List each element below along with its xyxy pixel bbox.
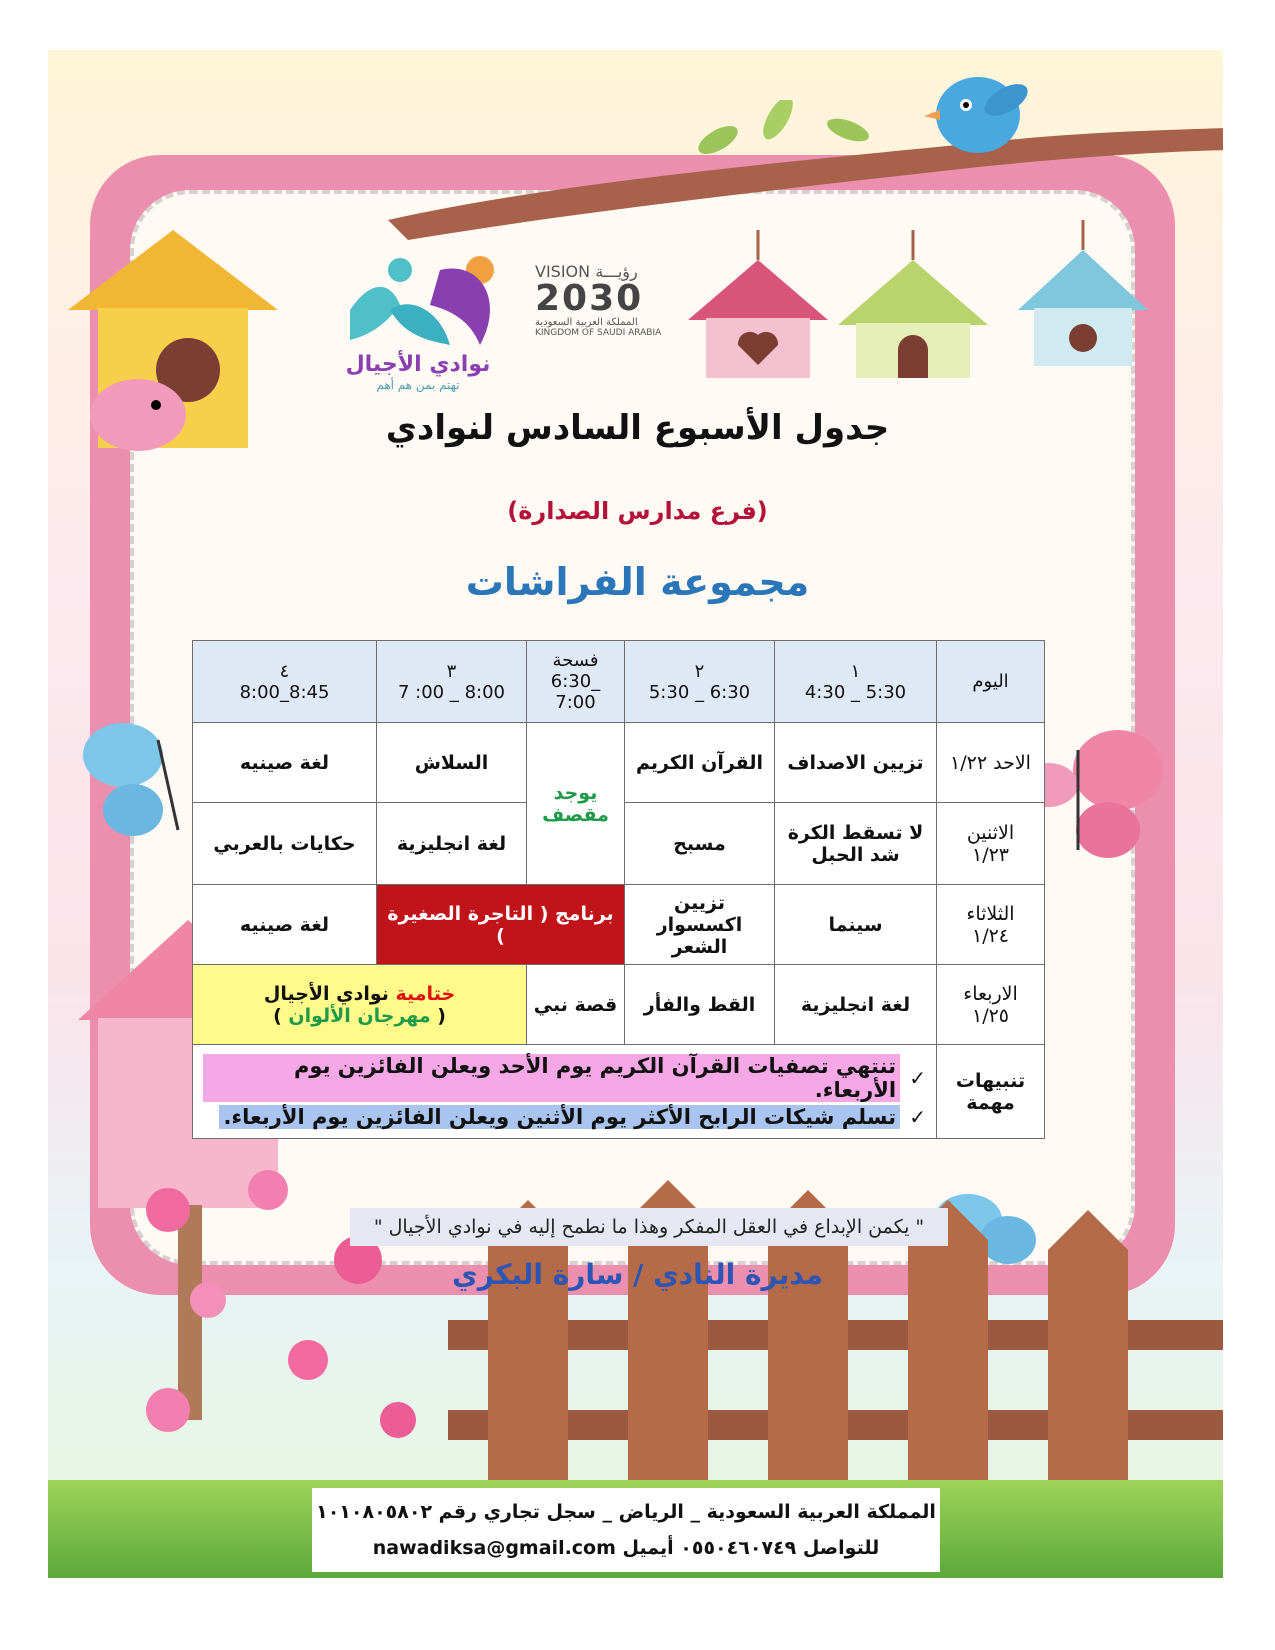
activity-cell: [775, 803, 937, 885]
notes-cell: [193, 1045, 937, 1139]
canteen-note: مقصف: [542, 803, 609, 826]
festival-name: مهرجان الألوان: [288, 1004, 431, 1027]
notes-label-line: مهمة: [966, 1091, 1015, 1114]
activity-cell: القط والفأر: [625, 965, 775, 1045]
period-time: 8:00_8:45: [239, 681, 330, 703]
day-name: الاثنين: [966, 821, 1015, 844]
closing-word: ختامية: [395, 982, 456, 1005]
paren: ): [273, 1004, 289, 1027]
notes-label: [937, 1045, 1045, 1139]
note-item: [203, 1054, 926, 1102]
branch-subtitle: (فرع مدارس الصدارة): [507, 497, 768, 525]
day-date: ١/٢٣: [971, 843, 1010, 866]
day-name: الاربعاء: [963, 982, 1018, 1005]
period-time: 7 :00 _ 8:00: [397, 681, 505, 703]
check-icon: ✓: [909, 1066, 926, 1090]
group-title: مجموعة الفراشات: [465, 560, 810, 604]
activity-cell: لغة صينيه: [193, 885, 377, 965]
header-period-3: [377, 641, 527, 723]
table-header-row: [193, 641, 1045, 723]
header-period-2: [625, 641, 775, 723]
activity-line: الشعر: [671, 935, 728, 958]
check-icon: ✓: [909, 1105, 926, 1129]
footer-box: [312, 1488, 940, 1572]
activity-cell: السلاش: [377, 723, 527, 803]
paren: (: [430, 1004, 446, 1027]
blue-bird-illustration: [918, 60, 1038, 170]
club-logo-name: نوادي الأجيال: [345, 352, 491, 377]
period-number: ١: [850, 660, 861, 682]
activity-cell: لغة انجليزية: [377, 803, 527, 885]
period-time: 5:30 _ 6:30: [648, 681, 751, 703]
activity-cell: [625, 885, 775, 965]
activity-cell: سينما: [775, 885, 937, 965]
activity-line: لا تسقط الكرة: [787, 821, 924, 844]
activity-cell: تزيين الاصداف: [775, 723, 937, 803]
activity-cell: القرآن الكريم: [625, 723, 775, 803]
activity-cell: مسبح: [625, 803, 775, 885]
break-time-end: 7:00: [555, 692, 596, 713]
break-time-start: 6:30_: [550, 671, 601, 692]
quote-box: " يكمن الإبداع في العقل المفكر وهذا ما نطمح إليه في نوادي الأجيال ": [350, 1208, 948, 1246]
day-cell: [937, 885, 1045, 965]
closing-line: [197, 983, 522, 1005]
day-cell: [937, 965, 1045, 1045]
break-label: فسحة: [552, 650, 599, 671]
activity-cell: لغة صينيه: [193, 723, 377, 803]
activity-cell: حكايات بالعربي: [193, 803, 377, 885]
program-cell: برنامج ( التاجرة الصغيرة ): [377, 885, 625, 965]
period-time: 4:30 _ 5:30: [804, 681, 907, 703]
schedule-table: [192, 640, 1045, 1139]
closing-cell: [193, 965, 527, 1045]
vision-2030-logo: [535, 262, 675, 338]
note-text: تسلم شيكات الرابح الأكثر يوم الأثنين ويعلن الفائزين يوم الأربعاء.: [219, 1105, 900, 1129]
header-period-1: [775, 641, 937, 723]
closing-club: نوادي الأجيال: [263, 982, 396, 1005]
activity-line: شد الحبل: [811, 843, 900, 866]
table-row-sunday: [193, 723, 1045, 803]
note-text: تنتهي تصفيات القرآن الكريم يوم الأحد ويعلن الفائزين يوم الأربعاء.: [203, 1054, 900, 1102]
nawadi-logo-mark: [330, 250, 510, 360]
notes-label-line: تنبيهات: [955, 1069, 1026, 1092]
branch-illustration: [388, 100, 1223, 240]
day-date: ١/٢٤: [971, 924, 1010, 947]
blue-birdhouse-illustration: [1018, 220, 1148, 370]
header-period-4: [193, 641, 377, 723]
green-birdhouse-illustration: [838, 230, 988, 380]
break-cell: [527, 723, 625, 885]
period-number: ٤: [279, 660, 290, 682]
canteen-note: يوجد: [553, 781, 598, 804]
day-name: الثلاثاء: [966, 902, 1015, 925]
table-row-wednesday: [193, 965, 1045, 1045]
vision-country-ar: المملكة العربية السعودية: [535, 317, 638, 328]
table-row-notes: [193, 1045, 1045, 1139]
footer-contact: للتواصل ٠٥٥٠٤٦٠٧٤٩ أيميل nawadiksa@gmail.com: [372, 1537, 880, 1559]
header-day: اليوم: [937, 641, 1045, 723]
vision-year: 2030: [535, 278, 644, 319]
festival-line: [197, 1005, 522, 1027]
period-number: ٢: [694, 660, 705, 682]
activity-cell: لغة انجليزية: [775, 965, 937, 1045]
club-logo-tagline: تهتم بمن هم أهم: [376, 378, 460, 392]
page-title: جدول الأسبوع السادس لنوادي: [385, 408, 890, 448]
day-date: ١/٢٥: [971, 1004, 1010, 1027]
vision-country-en: KINGDOM OF SAUDI ARABIA: [535, 328, 662, 338]
activity-line: تزيين اكسسوار: [656, 891, 743, 936]
day-cell: [937, 803, 1045, 885]
vision-label: VISION رؤيـــة: [535, 262, 638, 281]
period-number: ٣: [446, 660, 457, 682]
day-cell: الاحد ١/٢٢: [937, 723, 1045, 803]
director-signature: مديرة النادي / سارة البكري: [452, 1258, 823, 1291]
activity-cell: قصة نبي: [527, 965, 625, 1045]
note-item: [203, 1105, 926, 1129]
footer-address: المملكة العربية السعودية _ الرياض _ سجل تجاري رقم ١٠١٠٨٠٥٨٠٢: [316, 1501, 936, 1523]
header-break: [527, 641, 625, 723]
table-row-tuesday: [193, 885, 1045, 965]
pink-birdhouse-illustration: [688, 230, 828, 380]
